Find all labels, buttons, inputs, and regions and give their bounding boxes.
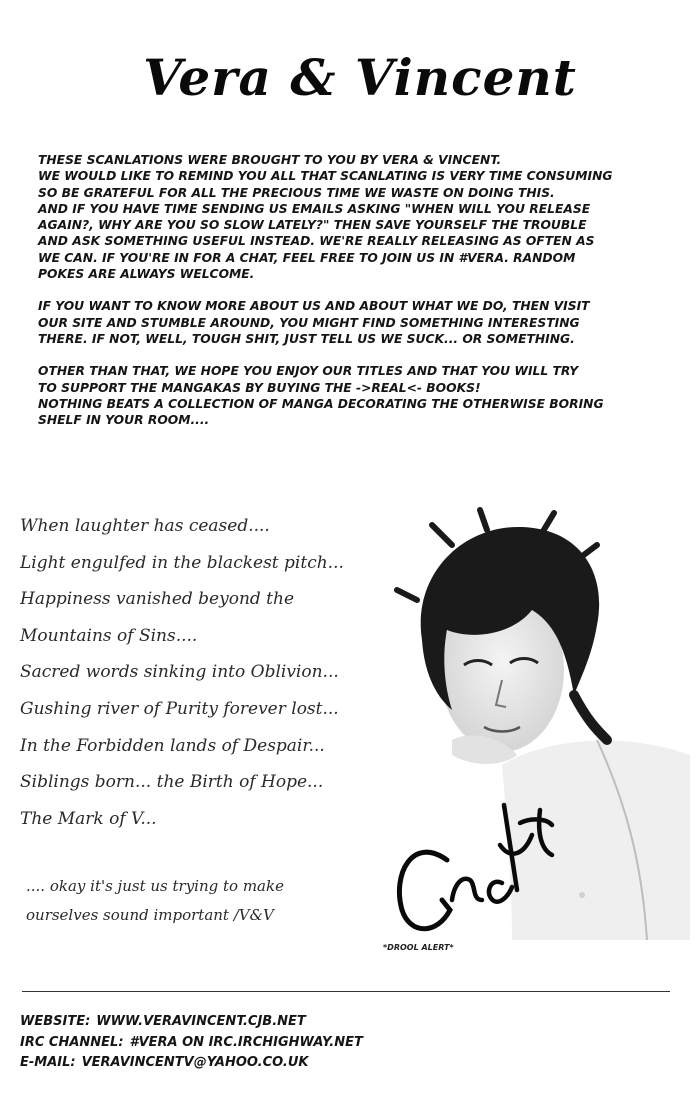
- notice-line: OUR SITE AND STUMBLE AROUND, YOU MIGHT FIND SOMETHING INTERESTING: [38, 315, 580, 330]
- notice-line: IF YOU WANT TO KNOW MORE ABOUT US AND ABOUT WHAT WE DO, THEN VISIT: [38, 299, 590, 314]
- signoff: [26, 872, 386, 930]
- notice-line: THERE. IF NOT, WELL, TOUGH SHIT, JUST TELL US WE SUCK... OR SOMETHING.: [38, 331, 575, 346]
- poem-line: Light engulfed in the blackest pitch...: [20, 552, 344, 573]
- page-title: Vera & Vincent: [143, 48, 577, 107]
- divider: [22, 991, 670, 992]
- poem-line: The Mark of V...: [20, 808, 157, 829]
- poem-line: In the Forbidden lands of Despair...: [20, 735, 325, 756]
- notice-text: [38, 152, 678, 444]
- email-link[interactable]: VERAVINCENTV@YAHOO.CO.UK: [81, 1055, 309, 1070]
- portrait-photo: [392, 505, 690, 940]
- poem-line: When laughter has ceased....: [20, 516, 270, 536]
- notice-line: OTHER THAN THAT, WE HOPE YOU ENJOY OUR TITLES AND THAT YOU WILL TRY: [38, 364, 579, 379]
- notice-line: WE WOULD LIKE TO REMIND YOU ALL THAT SCANLATING IS VERY TIME CONSUMING: [38, 169, 613, 184]
- contact-row-email: [20, 1053, 680, 1074]
- poem: [20, 508, 400, 837]
- poem-line: Mountains of Sins....: [20, 625, 198, 646]
- contact-info: [20, 1012, 680, 1074]
- notice-line: AGAIN?, WHY ARE YOU SO SLOW LATELY?" THEN SAVE YOURSELF THE TROUBLE: [38, 218, 587, 233]
- notice-line: AND IF YOU HAVE TIME SENDING US EMAILS ASKING "WHEN WILL YOU RELEASE: [38, 201, 591, 216]
- notice-line: SHELF IN YOUR ROOM....: [38, 413, 210, 428]
- notice-line: SO BE GRATEFUL FOR ALL THE PRECIOUS TIME WE WASTE ON DOING THIS.: [38, 185, 555, 200]
- notice-line: AND ASK SOMETHING USEFUL INSTEAD. WE'RE REALLY RELEASING AS OFTEN AS: [38, 234, 595, 249]
- notice-paragraph: [38, 152, 678, 282]
- contact-row-website: [20, 1012, 680, 1033]
- notice-paragraph: [38, 298, 678, 347]
- contact-label: WEBSITE:: [20, 1014, 91, 1029]
- poem-line: Happiness vanished beyond the: [20, 589, 295, 610]
- notice-line: POKES ARE ALWAYS WELCOME.: [38, 267, 255, 282]
- notice-paragraph: [38, 363, 678, 428]
- irc-channel: #VERA ON IRC.IRCHIGHWAY.NET: [129, 1034, 363, 1050]
- signoff-line: .... okay it's just us trying to make: [26, 877, 284, 895]
- notice-line: NOTHING BEATS A COLLECTION OF MANGA DECORATING THE OTHERWISE BORING: [38, 396, 604, 411]
- poem-line: Gushing river of Purity forever lost...: [20, 698, 339, 719]
- notice-line: WE CAN. IF YOU'RE IN FOR A CHAT, FEEL FREE TO JOIN US IN #VERA. RANDOM: [38, 250, 576, 265]
- portrait-illustration: [392, 505, 690, 940]
- contact-label: E-MAIL:: [20, 1055, 76, 1070]
- notice-line: THESE SCANLATIONS WERE BROUGHT TO YOU BY VERA & VINCENT.: [38, 153, 502, 167]
- contact-row-irc: [20, 1033, 680, 1054]
- contact-label: IRC CHANNEL:: [20, 1034, 124, 1050]
- notice-line: TO SUPPORT THE MANGAKAS BY BUYING THE ->REAL<- BOOKS!: [38, 380, 481, 395]
- signoff-line: ourselves sound important /V&V: [26, 906, 274, 924]
- website-link[interactable]: WWW.VERAVINCENT.CJB.NET: [96, 1014, 306, 1029]
- poem-line: Sacred words sinking into Oblivion...: [20, 662, 339, 683]
- poem-line: Siblings born... the Birth of Hope...: [20, 772, 324, 793]
- photo-caption: *DROOL ALERT*: [383, 943, 454, 952]
